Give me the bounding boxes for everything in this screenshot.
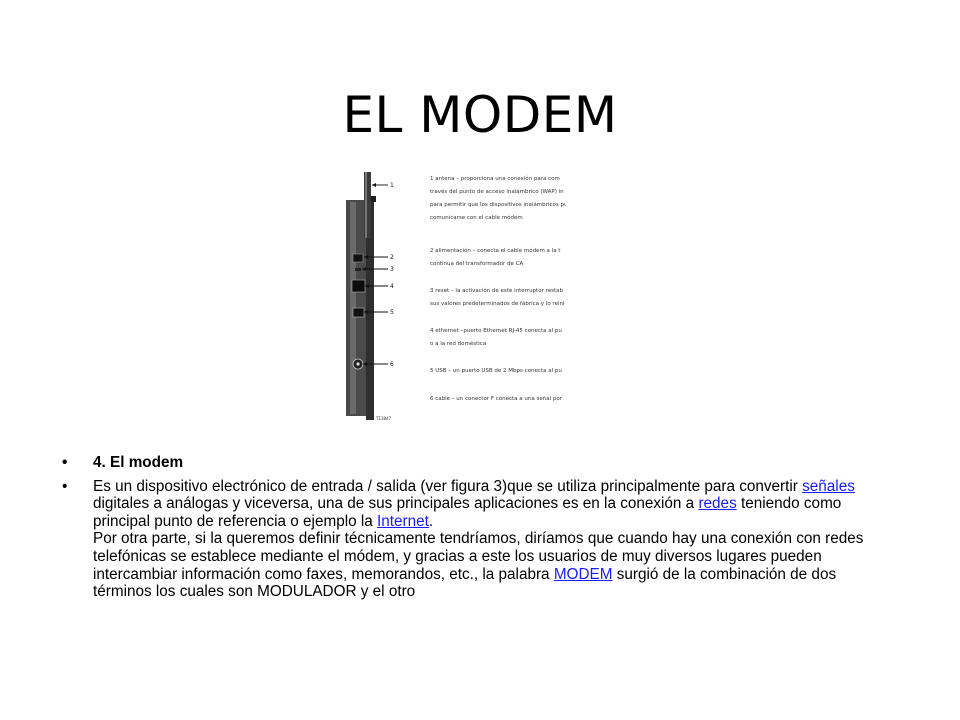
callout-number: 5 xyxy=(390,309,394,316)
figure-code: T13847 xyxy=(376,416,392,421)
link-redes[interactable]: redes xyxy=(698,495,737,513)
legend-line: 6 cable – un conector F conecta a una señal por xyxy=(430,396,563,402)
paragraph-text: digitales a análogas y viceversa, una de sus principales aplicaciones es en la conexión a xyxy=(93,495,699,513)
slide-title: EL MODEM xyxy=(342,86,618,144)
callout-number: 4 xyxy=(390,283,394,290)
legend-line: 1 antena – proporciona una conexión para com xyxy=(430,176,560,182)
bullet-list xyxy=(62,454,892,607)
link-internet[interactable]: Internet xyxy=(377,512,429,530)
legend-line: sus valores predeterminados de fábrica y lo reini xyxy=(430,301,565,307)
link-modem[interactable]: MODEM xyxy=(553,565,613,583)
bullet-item xyxy=(62,478,892,601)
modem-figure xyxy=(336,168,566,424)
bullet-marker: • xyxy=(62,454,68,471)
bullet-marker: • xyxy=(62,477,68,495)
paragraph-text: surgió de la combinación de dos términos los cuales son MODULADOR y el otro xyxy=(93,565,837,601)
paragraph-text: teniendo como principal punto de referencia o ejemplo la xyxy=(93,495,842,530)
paragraph-text: Es un dispositivo electrónico de entrada / salida (ver figura 3)que se utiliza principalmente para convertir xyxy=(93,477,803,495)
legend-line: 2 alimentación – conecta el cable módem a la t xyxy=(430,248,561,254)
reset-button xyxy=(355,268,361,271)
legend-line: 3 reset – la activación de este interruptor restab xyxy=(430,288,563,294)
callout-number: 3 xyxy=(390,266,394,273)
legend-line: través del punto de acceso inalámbrico (WAP) in xyxy=(430,189,564,195)
callout-number: 6 xyxy=(390,361,394,368)
legend-line: comunicarse con el cable módem xyxy=(430,215,523,221)
bullet-heading: 4. El modem xyxy=(93,454,184,471)
power-port xyxy=(353,254,363,262)
legend-line: o a la red doméstica xyxy=(430,341,487,347)
legend-line: continua del transformador de CA xyxy=(430,261,524,267)
bullet-item xyxy=(62,454,892,472)
legend-line: 5 USB – un puerto USB de 2 Mbps conecta al pu xyxy=(430,368,562,374)
link-senales[interactable]: señales xyxy=(802,477,855,495)
paragraph-text: . xyxy=(428,512,434,530)
usb-port xyxy=(353,308,364,317)
callout-number: 2 xyxy=(390,254,394,261)
figure-legend xyxy=(430,175,566,402)
ethernet-port xyxy=(352,280,365,292)
legend-line: 4 ethernet –puerto Ethernet RJ-45 conecta al pu xyxy=(430,328,562,334)
callout-number: 1 xyxy=(390,182,394,189)
legend-line: para permitir que los dispositivos inalámbricos pu xyxy=(430,202,566,208)
modem-diagram-image xyxy=(336,168,566,424)
paragraph-text: Por otra parte, si la queremos definir técnicamente tendríamos, diríamos que cuando hay una conexión con redes telefónicas se establece mediante el módem, y gracias a este los usuarios de muy diversos lugares pueden intercambiar información como faxes, memorandos, etc., la palabra xyxy=(93,530,864,583)
